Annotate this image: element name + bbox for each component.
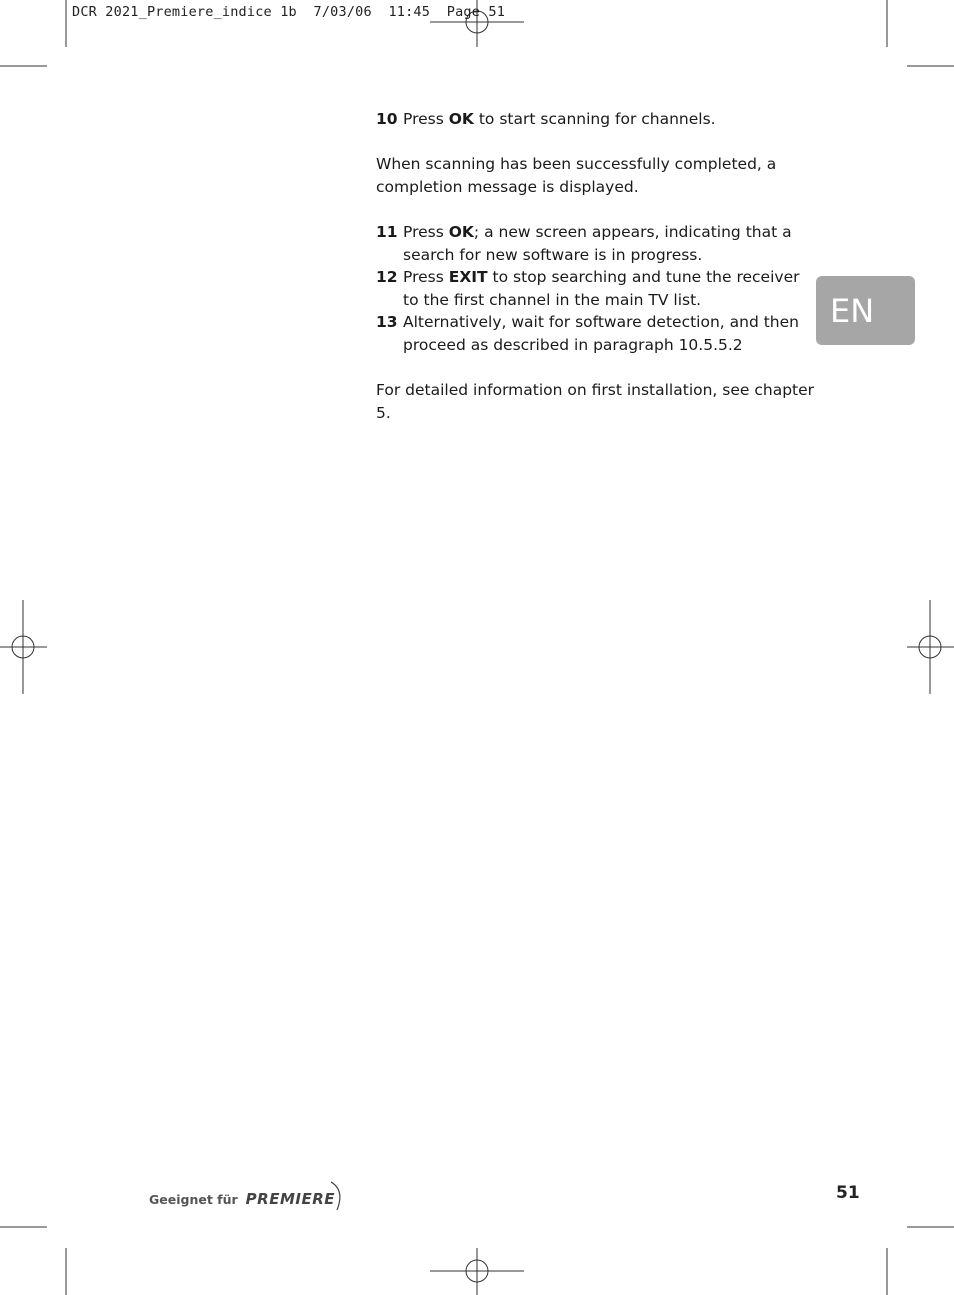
step-10 — [376, 108, 816, 131]
key-label: OK — [448, 222, 474, 241]
step-text: Press EXIT to stop searching and tune the receiver to the first channel in the main TV list. — [403, 268, 800, 309]
logo-arc-icon — [331, 1180, 345, 1210]
step-number: 12 — [376, 268, 398, 287]
key-label: EXIT — [448, 268, 488, 287]
completion-note: When scanning has been successfully completed, a completion message is displayed. — [376, 155, 777, 196]
step-text: Press OK to start scanning for channels. — [403, 110, 716, 128]
step-number: 11 — [376, 222, 398, 241]
key-label: OK — [448, 110, 474, 128]
step-12 — [376, 266, 816, 311]
step-number: 10 — [376, 110, 398, 128]
footnote: For detailed information on first installation, see chapter 5. — [376, 381, 815, 422]
print-slug: DCR 2021_Premiere_indice 1b 7/03/06 11:45 Page 51 — [72, 4, 506, 20]
language-tab — [816, 276, 915, 345]
instructions-body — [376, 108, 816, 424]
logo-tagline: Geeignet für — [149, 1192, 238, 1207]
page-number: 51 — [836, 1183, 860, 1203]
step-text: Alternatively, wait for software detection, and then proceed as described in paragraph 10.5.5.2 — [403, 313, 799, 354]
step-number: 13 — [376, 313, 398, 332]
step-13 — [376, 311, 816, 356]
language-tab-label: EN — [830, 291, 875, 330]
premiere-logo — [149, 1180, 345, 1210]
logo-brand: PREMIERE — [245, 1190, 335, 1208]
step-text: Press OK; a new screen appears, indicating that a search for new software is in progress. — [403, 222, 792, 264]
step-11 — [376, 221, 816, 266]
